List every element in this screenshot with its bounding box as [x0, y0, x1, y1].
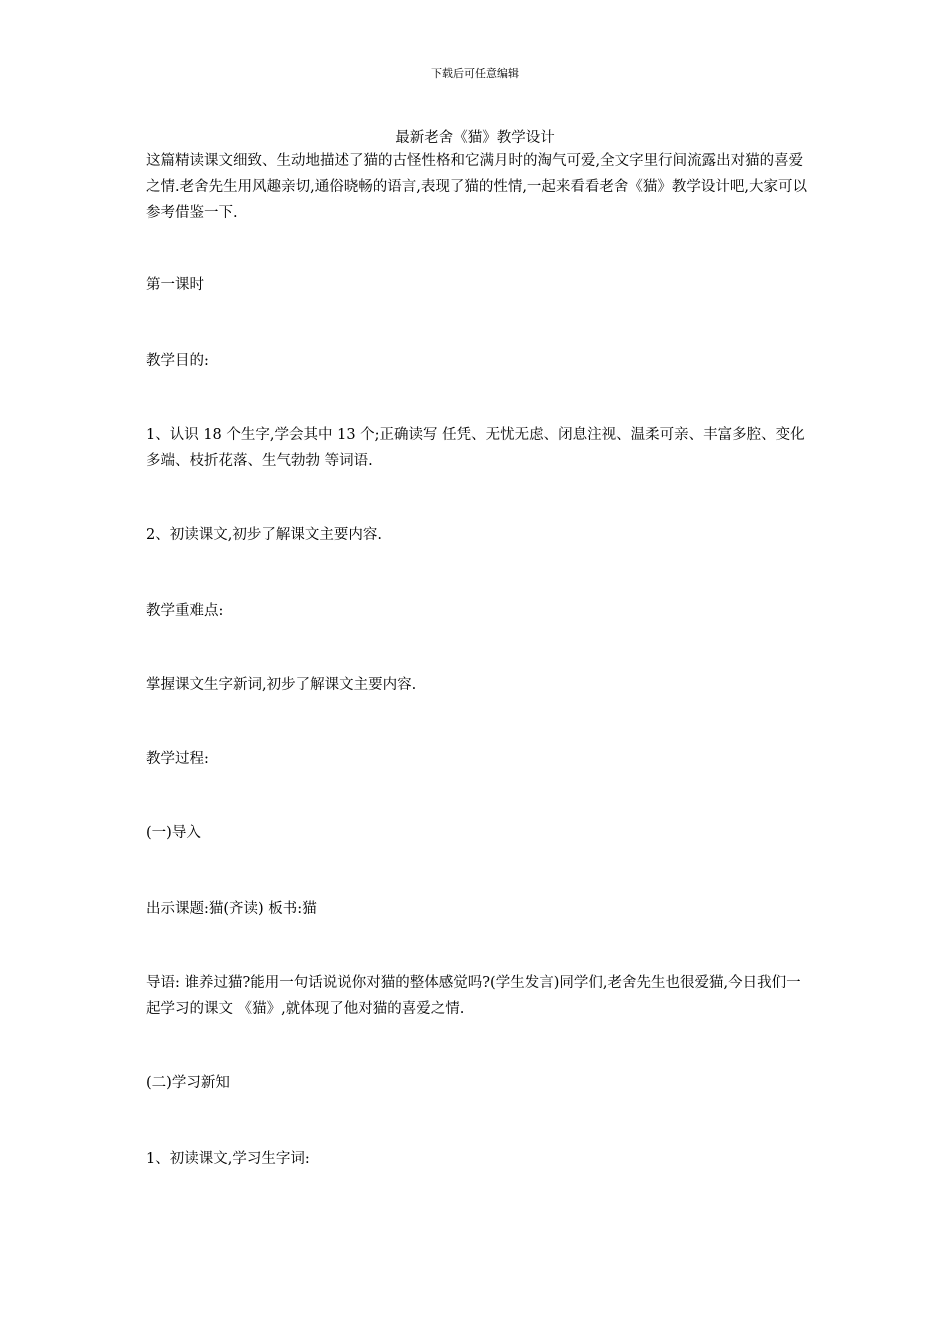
- guide-paragraph: 导语: 谁养过猫?能用一句话说说你对猫的整体感觉吗?(学生发言)同学们,老舍先生也很爱猫,今日我们一起学习的课文 《猫》,就体现了他对猫的喜爱之情.: [146, 975, 801, 1017]
- intro-paragraph: 这篇精读课文细致、生动地描述了猫的古怪性格和它满月时的淘气可爱,全文字里行间流露出对猫的喜爱之情.老舍先生用风趣亲切,通俗晓畅的语言,表现了猫的性情,一起来看看老舍《猫》教学设计吧,大家可以参考借鉴一下.: [146, 153, 808, 221]
- key-points-heading: 教学重难点:: [146, 603, 224, 619]
- document-title: 最新老舍《猫》教学设计: [395, 130, 555, 146]
- process-heading: 教学过程:: [146, 751, 209, 767]
- section-2-heading: (二)学习新知: [146, 1075, 230, 1091]
- download-note: 下载后可任意编辑: [431, 67, 519, 80]
- step-1-paragraph: 1、初读课文,学习生字词:: [146, 1151, 310, 1167]
- goals-heading: 教学目的:: [146, 353, 209, 369]
- goal-1-paragraph: 1、认识 18 个生字,学会其中 13 个;正确读写 任凭、无忧无虑、闭息注视、温柔可亲、丰富多腔、变化多端、枝折花落、生气勃勃 等词语.: [146, 427, 805, 469]
- section-1-heading: (一)导入: [146, 825, 201, 841]
- goal-2-paragraph: 2、初读课文,初步了解课文主要内容.: [146, 527, 382, 543]
- lesson-heading: 第一课时: [146, 277, 204, 293]
- show-title-paragraph: 出示课题:猫(齐读) 板书:猫: [146, 901, 317, 917]
- key-points-paragraph: 掌握课文生字新词,初步了解课文主要内容.: [146, 677, 417, 693]
